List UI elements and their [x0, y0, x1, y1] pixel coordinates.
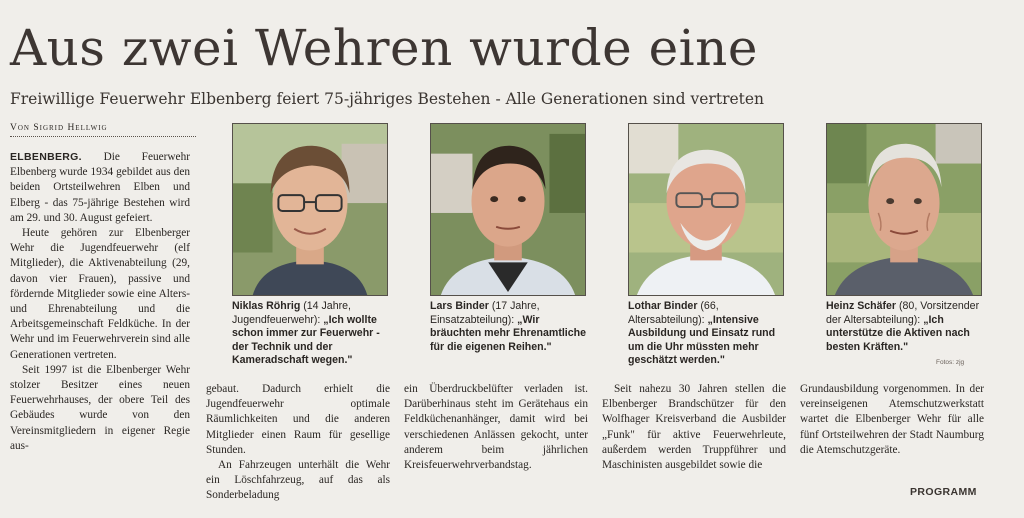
caption-info: (66, Altersabteilung): — [628, 300, 719, 326]
article-paragraph: ein Überdruckbelüfter verladen ist. Darüberhinaus steht im Gerätehaus ein Feldküchenanhänger, damit wird bei verschiedenen Anlässen gekocht, unter anderem beim jährlichen Kreisfeuerwehrverbandstag. — [404, 383, 588, 472]
portrait-photo-2 — [430, 123, 586, 296]
article-paragraph: Heute gehören zur Elbenberger Wehr die Jugendfeuerwehr (elf Mitglieder), die Aktivenabteilung (29, davon vier Frauen), passive und fördernde Mitglieder sowie eine Alters- und Ehrenabteilung und die Arbeitsgemeinschaft Feldküche. In der Wehr und im Feuerwehrverein sind alle Generationen vertreten. — [10, 227, 190, 361]
caption-name: Lothar Binder — [628, 300, 698, 312]
caption-info: (17 Jahre, Einsatzabteilung): — [430, 300, 540, 326]
portrait-photo-1 — [232, 123, 388, 296]
section-tag: PROGRAMM — [910, 486, 977, 498]
paragraph-text: Die Feuerwehr Elbenberg wurde 1934 gebildet aus den beiden Ortsteilwehren Elben und Elberg - das 75-jährige Bestehen wird am 29. und 30. August gefeiert. — [10, 151, 190, 224]
article-paragraph — [10, 150, 190, 226]
subheadline: Freiwillige Feuerwehr Elbenberg feiert 75-jähriges Bestehen - Alle Generationen sind vertreten — [10, 90, 765, 108]
caption-quote: „Ich wollte schon immer zur Feuerwehr - der Technik und der Kameradschaft wegen." — [232, 313, 380, 367]
dateline: ELBENBERG. — [10, 151, 82, 163]
photo-caption — [430, 300, 588, 354]
article-paragraph: Grundausbildung vorgenommen. In der vereinseigenen Atemschutzwerkstatt wartet die Elbenberger Wehr für alle fünf Ortsteilwehren der Stadt Naumburg die Atemschutzgeräte. — [800, 383, 984, 456]
photo-credit: Fotos: zjg — [936, 359, 965, 366]
photo-caption — [628, 300, 786, 368]
author-byline: Von Sigrid Hellwig — [10, 123, 196, 137]
caption-name: Niklas Röhrig — [232, 300, 301, 312]
portrait-photo-4 — [826, 123, 982, 296]
article-column-3 — [404, 382, 588, 473]
article-column-2 — [206, 382, 390, 504]
headline: Aus zwei Wehren wurde eine — [10, 19, 758, 77]
caption-info: (80, Vorsitzender der Altersabteilung): — [826, 300, 980, 326]
caption-quote: „Intensive Ausbildung und Einsatz rund um die Uhr müssten mehr geschätzt werden." — [628, 313, 776, 367]
caption-quote: „Wir bräuchten mehr Ehrenamtliche für die eigenen Reihen." — [430, 313, 587, 353]
photo-caption — [826, 300, 984, 354]
caption-name: Heinz Schäfer — [826, 300, 897, 312]
article-paragraph: Seit nahezu 30 Jahren stellen die Elbenberger Brandschützer für den Wolfhager Kreisverband die Ausbilder „Funk" für aktive Feuerwehrleute, außerdem werden Truppführer und Maschinisten ausgebildet sowie die — [602, 383, 786, 472]
article-paragraph: gebaut. Dadurch erhielt die Jugendfeuerwehr optimale Räumlichkeiten und die anderen Mitglieder einen Raum für gesellige Stunden. — [206, 383, 390, 456]
portrait-photo-3 — [628, 123, 784, 296]
article-paragraph: Seit 1997 ist die Elbenberger Wehr stolzer Besitzer eines neuen Feuerwehrhauses, der obere Teil des Gebäudes wurde von den Vereinsmitgliedern in eigener Regie aus- — [10, 363, 190, 452]
article-column-4 — [602, 382, 786, 473]
article-paragraph: An Fahrzeugen unterhält die Wehr ein Löschfahrzeug, auf das als Sonderbeladung — [206, 459, 390, 502]
caption-name: Lars Binder — [430, 300, 489, 312]
article-column-1 — [10, 150, 190, 454]
caption-quote: „Ich unterstütze die Aktiven nach besten Kräften." — [826, 313, 970, 353]
caption-info: (14 Jahre, Jugendfeuerwehr): — [232, 300, 351, 326]
photo-caption — [232, 300, 390, 368]
article-column-5 — [800, 382, 984, 458]
